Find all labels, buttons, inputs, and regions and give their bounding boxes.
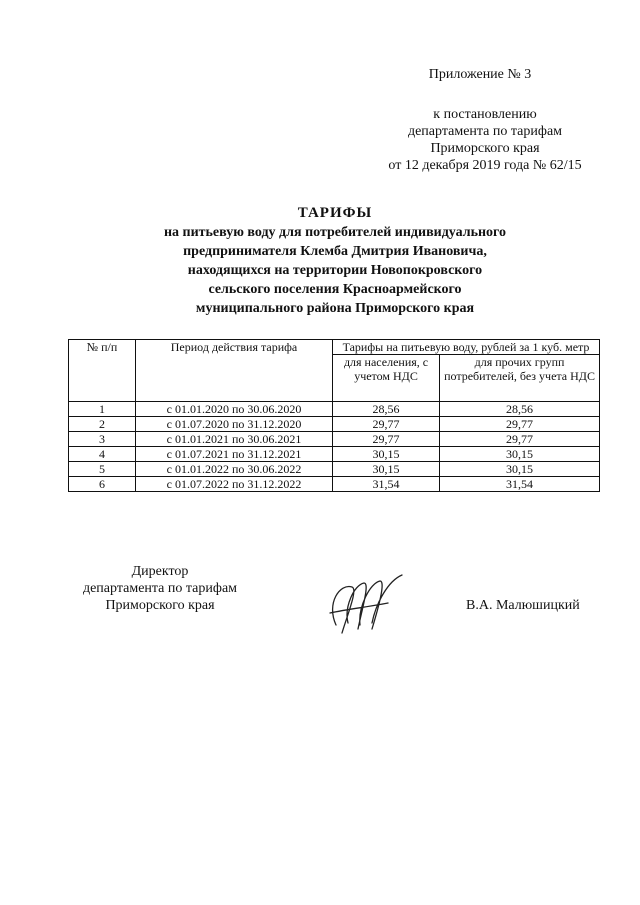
table-row (69, 477, 600, 492)
table-row (69, 447, 600, 462)
row-population: 30,15 (333, 462, 440, 477)
appendix-line: Приморского края (430, 141, 540, 156)
table-row (69, 402, 600, 417)
header-population: для населения, с учетом НДС (333, 355, 440, 402)
row-number: 4 (69, 447, 136, 462)
row-period: с 01.01.2020 по 30.06.2020 (136, 402, 333, 417)
signatory-title-line: департамента по тарифам (82, 581, 238, 596)
table-row (69, 417, 600, 432)
row-others: 30,15 (440, 462, 600, 477)
row-number: 6 (69, 477, 136, 492)
row-others: 29,77 (440, 432, 600, 447)
heading-line: муниципального района Приморского края (195, 301, 475, 316)
signatory-title-line: Приморского края (105, 598, 215, 613)
appendix-line: от 12 декабря 2019 года № 62/15 (388, 158, 582, 173)
row-period: с 01.07.2020 по 31.12.2020 (136, 417, 333, 432)
row-period: с 01.07.2022 по 31.12.2022 (136, 477, 333, 492)
heading-line: предпринимателя Клемба Дмитрия Ивановича, (183, 244, 487, 259)
document-title: ТАРИФЫ (297, 205, 373, 221)
header-tariffs: Тарифы на питьевую воду, рублей за 1 куб. метр (333, 340, 600, 355)
heading-line: на питьевую воду для потребителей индивидуального (163, 225, 507, 240)
appendix-title: Приложение № 3 (428, 67, 532, 82)
row-period: с 01.07.2021 по 31.12.2021 (136, 447, 333, 462)
row-population: 30,15 (333, 447, 440, 462)
row-population: 28,56 (333, 402, 440, 417)
appendix-reference (370, 106, 600, 174)
table-row (69, 462, 600, 477)
signatory-title-line: Директор (131, 564, 189, 579)
row-population: 29,77 (333, 417, 440, 432)
signatory-name: В.А. Малюшицкий (466, 598, 580, 613)
row-population: 31,54 (333, 477, 440, 492)
signatory-title (60, 563, 260, 614)
row-others: 30,15 (440, 447, 600, 462)
row-number: 3 (69, 432, 136, 447)
header-number: № п/п (69, 340, 136, 402)
tariff-table (68, 339, 600, 492)
row-population: 29,77 (333, 432, 440, 447)
row-others: 29,77 (440, 417, 600, 432)
row-others: 28,56 (440, 402, 600, 417)
header-others: для прочих групп потребителей, без учета НДС (440, 355, 600, 402)
appendix-line: департамента по тарифам (407, 124, 563, 139)
row-number: 1 (69, 402, 136, 417)
table-row (69, 432, 600, 447)
row-period: с 01.01.2022 по 30.06.2022 (136, 462, 333, 477)
row-others: 31,54 (440, 477, 600, 492)
row-period: с 01.01.2021 по 30.06.2021 (136, 432, 333, 447)
appendix-line: к постановлению (433, 107, 537, 122)
row-number: 2 (69, 417, 136, 432)
header-period: Период действия тарифа (136, 340, 333, 402)
handwritten-signature-icon (318, 573, 408, 643)
heading-line: находящихся на территории Новопокровского (187, 263, 483, 278)
heading-line: сельского поселения Красноармейского (208, 282, 462, 297)
row-number: 5 (69, 462, 136, 477)
document-heading (130, 204, 540, 318)
